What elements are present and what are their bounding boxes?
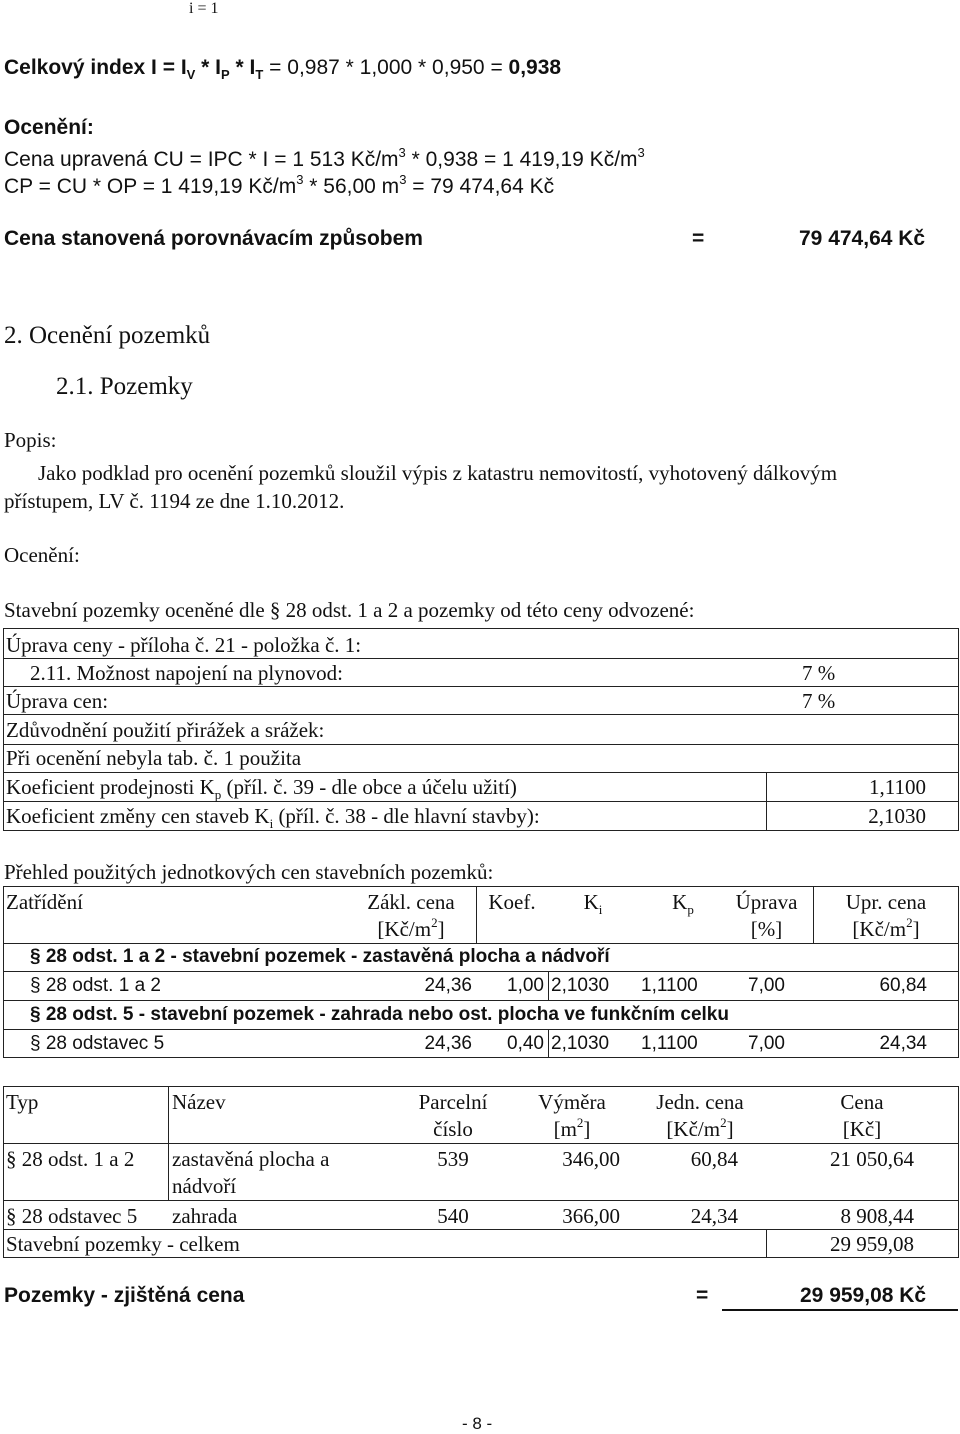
divider xyxy=(548,971,549,1000)
pt-h-jedn-close: ] xyxy=(726,1117,734,1141)
ki-sub: i xyxy=(269,816,274,831)
divider xyxy=(3,971,959,972)
row-1-upr-cena: 60,84 xyxy=(879,975,927,996)
sup-2: 2 xyxy=(720,1115,727,1130)
pt-total-value: 29 959,08 xyxy=(830,1232,914,1256)
cena-upravena-a: Cena upravená CU = IPC * I = 1 513 Kč/m xyxy=(4,148,399,171)
cena-stanovena-value: 79 474,64 Kč xyxy=(799,227,926,250)
pt-h-vymera-close: ] xyxy=(583,1117,591,1141)
th-zakl-unit: [Kč/m xyxy=(377,917,432,941)
divider xyxy=(3,1143,959,1144)
row-1-uprava: 7,00 xyxy=(748,975,785,996)
divider xyxy=(3,744,959,745)
sup-2: 2 xyxy=(906,915,913,930)
cena-upravena-line xyxy=(4,145,645,172)
zjistena-value: 29 959,08 Kč xyxy=(800,1284,927,1307)
pt-h-jedn-1: Jedn. cena xyxy=(656,1090,744,1114)
row-1-zatrideni: § 28 odst. 1 a 2 xyxy=(30,975,161,996)
pt-h-parcelni-1: Parcelní xyxy=(418,1090,488,1114)
total-index-result: 0,938 xyxy=(508,56,562,79)
row-2-zakl: 24,36 xyxy=(424,1033,472,1054)
zjistena-eq: = xyxy=(696,1284,709,1307)
sup-2: 2 xyxy=(431,915,438,930)
row-2-koef: 0,40 xyxy=(507,1033,544,1054)
divider xyxy=(548,1029,549,1058)
row-2-zatrideni: § 28 odstavec 5 xyxy=(30,1033,165,1054)
pt-r1-vymera: 346,00 xyxy=(562,1147,620,1171)
kp-label xyxy=(6,775,517,800)
section-title: 2. Ocenění pozemků xyxy=(4,322,211,349)
prehled-heading: Přehled použitých jednotkových cen stavebních pozemků: xyxy=(4,860,494,884)
zjistena-label: Pozemky - zjištěná cena xyxy=(4,1284,245,1307)
top-fragment: i = 1 xyxy=(189,0,219,17)
sup-3: 3 xyxy=(399,172,407,187)
th-ki-k: K xyxy=(583,890,599,914)
uprava-row-3-label: Úprava cen: xyxy=(6,689,109,713)
divider xyxy=(3,1000,959,1001)
th-zakl-cena-2 xyxy=(346,917,476,942)
ki-label-a: Koeficient změny cen staveb K xyxy=(6,804,270,828)
pt-h-jedn-2 xyxy=(640,1117,760,1142)
divider xyxy=(3,943,959,944)
ki-label-b: (příl. č. 38 - dle hlavní stavby): xyxy=(273,804,540,828)
total-index-mid1: * I xyxy=(195,56,222,79)
total-index-rest: = 0,987 * 1,000 * 0,950 = xyxy=(263,56,509,79)
th-upr-unit: [Kč/m xyxy=(852,917,907,941)
pt-h-vymera-1: Výměra xyxy=(538,1090,606,1114)
th-kp-k: K xyxy=(672,890,688,914)
cena-stanovena-eq: = xyxy=(692,227,705,250)
row-2-upr-cena: 24,34 xyxy=(879,1033,927,1054)
pt-h-parcelni-2: číslo xyxy=(433,1117,473,1141)
popis-heading: Popis: xyxy=(4,428,57,452)
th-zatrideni: Zatřídění xyxy=(6,890,83,914)
pt-h-cena-2: [Kč] xyxy=(842,1117,882,1141)
th-uprava-1: Úprava xyxy=(735,890,798,914)
group-1-label: § 28 odst. 1 a 2 - stavební pozemek - zastavěná plocha a nádvoří xyxy=(30,946,610,967)
pt-r1-jedn: 60,84 xyxy=(690,1147,738,1171)
divider xyxy=(766,1229,767,1258)
row-1-ki: 2,1030 xyxy=(551,975,610,996)
row-1-koef: 1,00 xyxy=(507,975,544,996)
popis-line-1: Jako podklad pro ocenění pozemků sloužil výpis z katastru nemovitostí, vyhotovený dálkovým xyxy=(38,461,838,485)
oceneni-heading-1: Ocenění: xyxy=(4,116,94,139)
divider xyxy=(766,772,767,831)
section-subtitle: 2.1. Pozemky xyxy=(56,373,193,400)
th-uprava-2: [%] xyxy=(750,917,783,941)
divider xyxy=(3,686,959,687)
total-index-line xyxy=(4,56,561,80)
group-2-label: § 28 odst. 5 - stavební pozemek - zahrada nebo ost. plocha ve funkčním celku xyxy=(30,1004,729,1025)
sup-3: 3 xyxy=(637,145,645,160)
stavebni-heading: Stavební pozemky oceněné dle § 28 odst. 1 a 2 a pozemky od této ceny odvozené: xyxy=(4,598,695,622)
pt-r1-nazev-2: nádvoří xyxy=(172,1174,237,1198)
cp-c: = 79 474,64 Kč xyxy=(406,175,555,198)
pt-r1-typ: § 28 odst. 1 a 2 xyxy=(6,1147,135,1171)
page-number: - 8 - xyxy=(462,1414,493,1433)
total-index-label: Celkový index I = I xyxy=(4,56,187,79)
pt-h-vymera-2 xyxy=(520,1117,624,1142)
pt-r1-cena: 21 050,64 xyxy=(830,1147,914,1171)
uprava-row-1: Úprava ceny - příloha č. 21 - položka č. 1: xyxy=(6,633,362,657)
th-upr-cena-2 xyxy=(813,917,959,942)
pt-r2-cena: 8 908,44 xyxy=(840,1204,914,1228)
divider xyxy=(3,1229,959,1230)
cp-b: * 56,00 m xyxy=(303,175,400,198)
sub-v: V xyxy=(186,67,196,82)
pt-h-vymera-unit: [m xyxy=(553,1117,577,1141)
cena-upravena-b: * 0,938 = 1 419,19 Kč/m xyxy=(405,148,638,171)
kp-sub: p xyxy=(214,787,222,802)
th-kp xyxy=(638,890,728,915)
kp-label-b: (příl. č. 39 - dle obce a účelu užití) xyxy=(221,775,517,799)
pt-r1-nazev-1: zastavěná plocha a xyxy=(172,1147,330,1171)
th-koef: Koef. xyxy=(488,890,536,914)
pt-h-jedn-unit: [Kč/m xyxy=(666,1117,721,1141)
row-2-ki: 2,1030 xyxy=(551,1033,610,1054)
popis-line-2: přístupem, LV č. 1194 ze dne 1.10.2012. xyxy=(4,489,345,513)
th-zakl-cena-1: Zákl. cena xyxy=(367,890,455,914)
pt-h-typ: Typ xyxy=(6,1090,39,1114)
pt-total-label: Stavební pozemky - celkem xyxy=(6,1232,240,1256)
cp-line xyxy=(4,172,555,199)
uprava-row-2-label: 2.11. Možnost napojení na plynovod: xyxy=(30,661,344,685)
uprava-row-2-value: 7 % xyxy=(802,661,836,685)
ki-label xyxy=(6,804,540,829)
row-1-zakl: 24,36 xyxy=(424,975,472,996)
divider xyxy=(3,658,959,659)
row-2-uprava: 7,00 xyxy=(748,1033,785,1054)
oceneni-heading-2: Ocenění: xyxy=(4,543,80,567)
divider xyxy=(3,801,959,802)
zjistena-underline xyxy=(722,1309,958,1311)
kp-label-a: Koeficient prodejnosti K xyxy=(6,775,215,799)
th-upr-cena-1: Upr. cena xyxy=(845,890,927,914)
pt-r2-jedn: 24,34 xyxy=(690,1204,738,1228)
pt-r2-typ: § 28 odstavec 5 xyxy=(6,1204,138,1228)
cp-a: CP = CU * OP = 1 419,19 Kč/m xyxy=(4,175,297,198)
cena-stanovena-label: Cena stanovená porovnávacím způsobem xyxy=(4,227,423,250)
th-ki xyxy=(548,890,638,915)
total-index-mid2: * I xyxy=(229,56,256,79)
th-zakl-close: ] xyxy=(437,917,445,941)
th-upr-close: ] xyxy=(912,917,920,941)
sup-3: 3 xyxy=(296,172,304,187)
pt-h-nazev: Název xyxy=(172,1090,226,1114)
pt-h-cena-1: Cena xyxy=(840,1090,884,1114)
sub-p: P xyxy=(221,67,230,82)
row-2-kp: 1,1100 xyxy=(641,1033,698,1054)
divider xyxy=(3,1200,959,1201)
pt-r2-vymera: 366,00 xyxy=(562,1204,620,1228)
kp-value: 1,1100 xyxy=(869,775,926,799)
ki-value: 2,1030 xyxy=(868,804,926,828)
sup-2: 2 xyxy=(576,1115,584,1130)
pt-r2-nazev: zahrada xyxy=(172,1204,238,1228)
uprava-row-3-value: 7 % xyxy=(802,689,836,713)
th-ki-sub: i xyxy=(598,902,603,917)
pt-r1-parcel: 539 xyxy=(437,1147,469,1171)
sub-t: T xyxy=(255,67,264,82)
divider xyxy=(3,772,959,773)
divider xyxy=(3,1029,959,1030)
uprava-row-5: Při ocenění nebyla tab. č. 1 použita xyxy=(6,746,302,770)
th-kp-sub: p xyxy=(687,902,694,917)
sup-3: 3 xyxy=(398,145,406,160)
pt-r2-parcel: 540 xyxy=(437,1204,469,1228)
divider xyxy=(3,714,959,715)
row-1-kp: 1,1100 xyxy=(641,975,698,996)
uprava-row-4: Zdůvodnění použití přirážek a srážek: xyxy=(6,718,325,742)
divider xyxy=(168,1086,169,1200)
